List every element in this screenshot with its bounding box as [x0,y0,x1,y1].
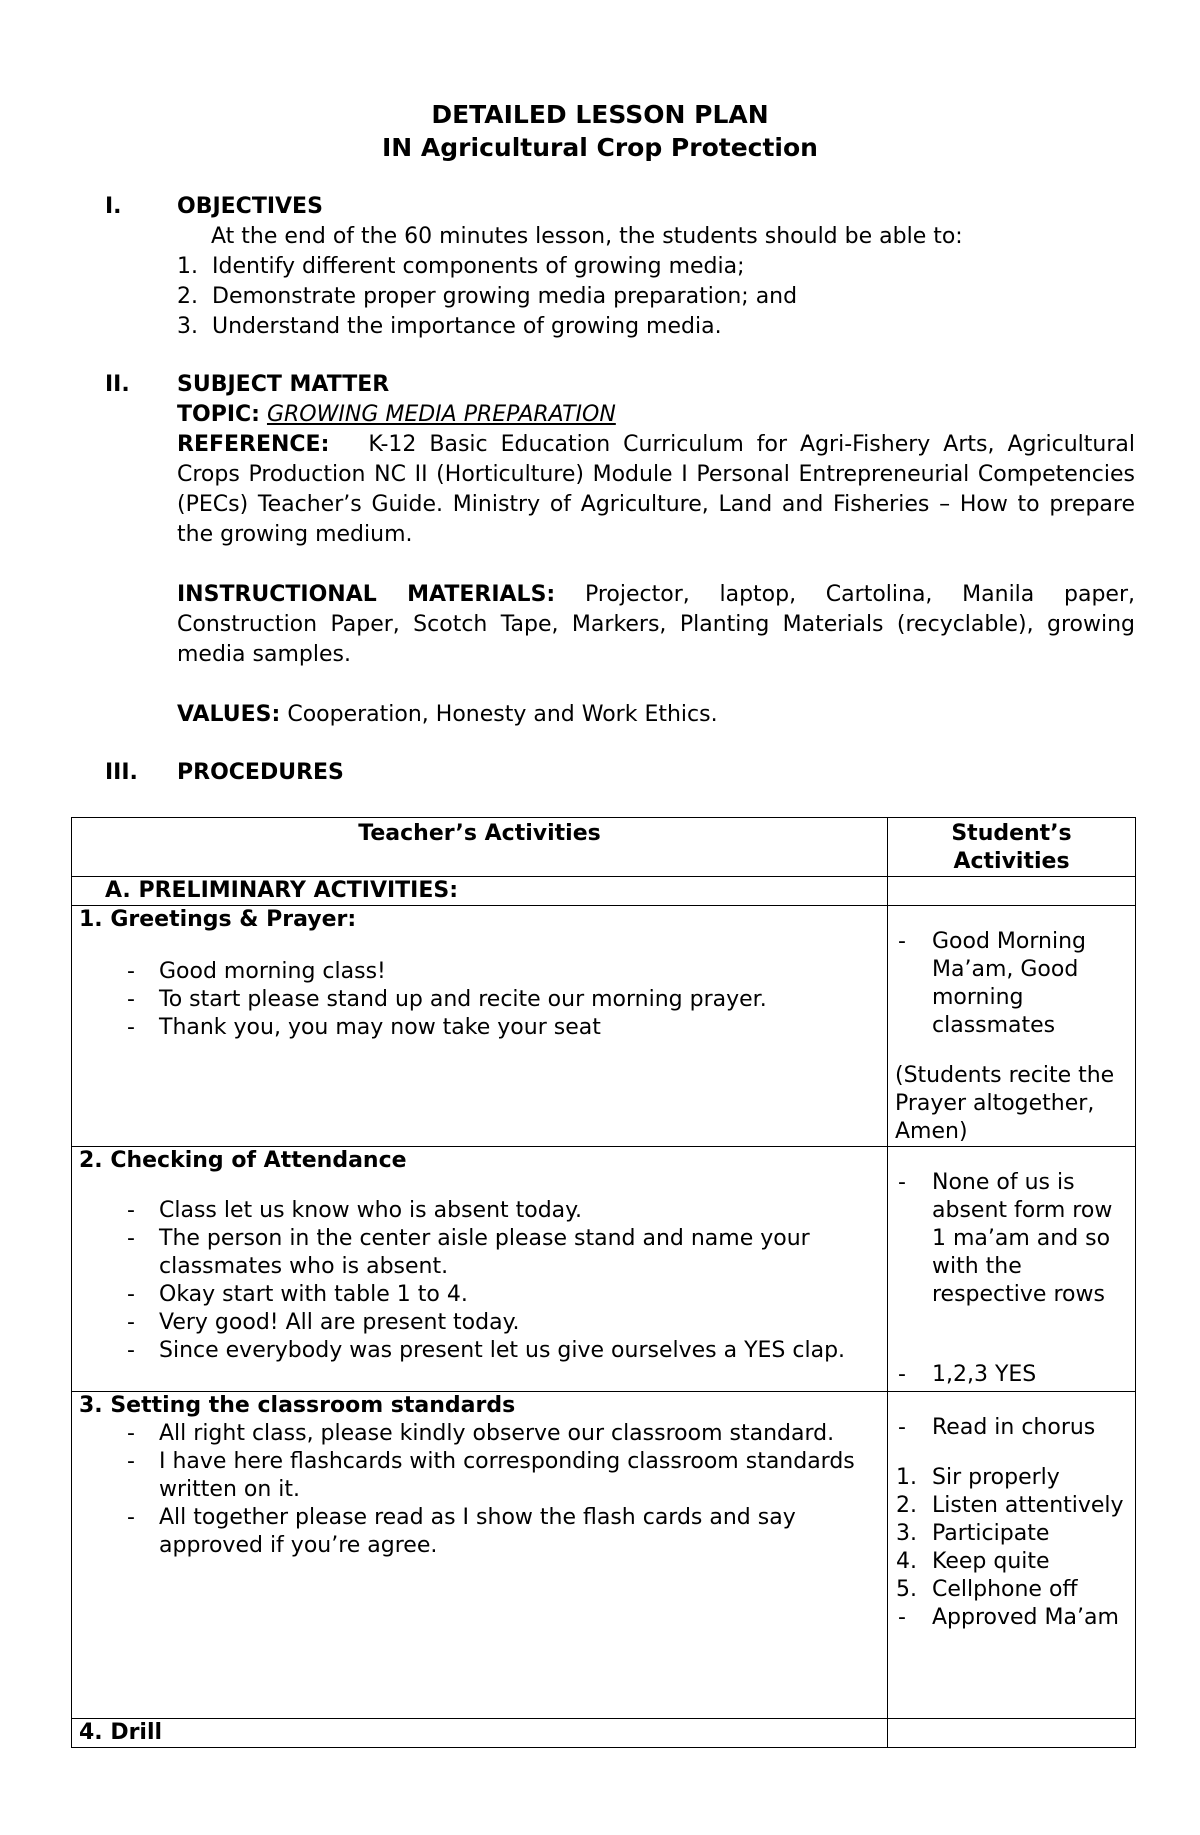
topic-line [177,400,1135,430]
list-item: 2. Listen attentively [896,1493,1124,1518]
objectives-intro: At the end of the 60 minutes lesson, the students should be able to: [211,224,963,249]
objectives-numeral: I. [105,194,122,219]
list-item: - None of us is absent form row 1 ma’am and so with the respective rows [895,1169,1128,1309]
values-label: VALUES: [177,702,281,727]
teacher-activities-header: Teacher’s Activities [72,818,888,877]
objective-item: 1. Identify different components of growing media; [177,254,745,279]
topic-label: TOPIC: [177,402,260,427]
subject-matter-body [177,370,1135,730]
materials-paragraph [177,580,1135,670]
list-item: - Good morning class! [79,958,880,986]
list-item: - Since everybody was present let us give ourselves a YES clap. [79,1337,880,1365]
preliminary-activities-label: A. PRELIMINARY ACTIVITIES: [72,877,888,906]
objectives-list [177,252,1135,342]
attendance-yes-list [895,1361,1128,1389]
document-subtitle: IN Agricultural Crop Protection [382,133,818,162]
attendance-title: 2. Checking of Attendance [79,1148,407,1173]
list-item: 3. Participate [896,1521,1050,1546]
list-item: 5. Cellphone off [896,1577,1078,1602]
attendance-teacher-cell [72,1147,888,1392]
reference-label: REFERENCE: [177,432,330,457]
list-item: 1. Sir properly [896,1465,1060,1490]
standards-title: 3. Setting the classroom standards [79,1393,516,1418]
list-item: - Okay start with table 1 to 4. [79,1281,880,1309]
attendance-student-list [895,1169,1128,1309]
table-row [72,1147,1136,1392]
greetings-student-cell [888,906,1136,1147]
standards-student-cell [888,1392,1136,1719]
student-activities-header: Student’s Activities [888,818,1136,877]
list-item: - Class let us know who is absent today. [79,1197,880,1225]
list-item: - All right class, please kindly observe our classroom standard. [79,1420,880,1448]
greetings-teacher-list [79,958,880,1042]
subject-matter-numeral: II. [105,372,130,397]
list-item: 4. Keep quite [896,1549,1050,1574]
attendance-student-cell [888,1147,1136,1392]
table-row [72,906,1136,1147]
list-item: - Read in chorus [895,1414,1128,1442]
list-item: - To start please stand up and recite our morning prayer. [79,986,880,1014]
standards-approved-list [895,1604,1128,1632]
greetings-teacher-cell [72,906,888,1147]
objectives-body [177,192,1135,342]
table-header-row [72,818,1136,877]
objective-item: 3. Understand the importance of growing media. [177,314,722,339]
list-item: - Good Morning Ma’am, Good morning classmates [895,928,1128,1040]
objectives-heading: OBJECTIVES [177,194,323,219]
topic-value: GROWING MEDIA PREPARATION [266,402,616,427]
reference-paragraph [177,430,1135,550]
procedures-table [71,817,1136,1748]
objective-item: 2. Demonstrate proper growing media preparation; and [177,284,798,309]
materials-label: INSTRUCTIONAL MATERIALS: [177,582,556,607]
table-row [72,1392,1136,1719]
values-text: Cooperation, Honesty and Work Ethics. [287,702,718,727]
standards-teacher-cell [72,1392,888,1719]
list-item: - I have here flashcards with corresponding classroom standards written on it. [79,1448,880,1504]
drill-student-cell [888,1719,1136,1748]
list-item: - Very good! All are present today. [79,1309,880,1337]
drill-title: 4. Drill [72,1719,888,1748]
document-title: DETAILED LESSON PLAN [431,100,769,129]
preliminary-empty-cell [888,877,1136,906]
list-item: - Thank you, you may now take your seat [79,1014,880,1042]
subject-matter-heading: SUBJECT MATTER [177,372,390,397]
procedures-heading: PROCEDURES [177,760,344,785]
procedures-numeral: III. [105,760,138,785]
standards-student-numbered-list [850,1464,1128,1604]
values-paragraph [177,700,1135,730]
attendance-teacher-list [79,1197,880,1365]
table-row [72,1719,1136,1748]
preliminary-row [72,877,1136,906]
materials-text: Projector, laptop, Cartolina, Manila paper, Construction Paper, Scotch Tape, Markers, Planting Materials (recyclable), growing media samples. [177,582,1135,667]
list-item: - Approved Ma’am [895,1604,1128,1632]
list-item: - 1,2,3 YES [895,1361,1128,1389]
standards-student-list [895,1414,1128,1442]
list-item: - The person in the center aisle please stand and name your classmates who is absent. [79,1225,880,1281]
list-item: - All together please read as I show the flash cards and say approved if you’re agree. [79,1504,880,1560]
greetings-student-note: (Students recite the Prayer altogether, Amen) [895,1063,1115,1144]
reference-text: K-12 Basic Education Curriculum for Agri-Fishery Arts, Agricultural Crops Production NC II (Horticulture) Module I Personal Entrepreneurial Competencies (PECs) Teacher’s Guide. Ministry of Agriculture, Land and Fisheries – How to prepare the growing medium. [177,432,1135,547]
standards-teacher-list [79,1420,880,1560]
greetings-student-list [895,928,1128,1040]
greetings-title: 1. Greetings & Prayer: [79,907,357,932]
